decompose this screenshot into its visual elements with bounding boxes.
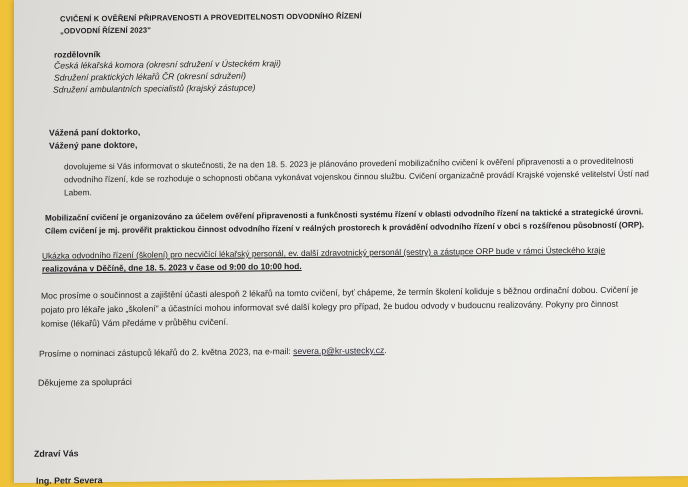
- distribution-item: Sdružení praktických lékařů ČR (okresní sdružení): [54, 70, 246, 83]
- document-subtitle: „ODVODNÍ ŘÍZENÍ 2023": [60, 25, 151, 36]
- closing-text: Zdraví Vás: [34, 448, 79, 459]
- letter-page: [14, 0, 688, 486]
- salutation-female: Vážená paní doktorko,: [49, 126, 141, 138]
- paragraph-line: Cílem cvičení je mj. prověřit praktickou činnost odvodního řízení v reálných prostorech k provádění odvodního řízení v obci s rozšířenou působností (ORP).: [45, 220, 645, 236]
- paragraph-line-underlined: Ukázka odvodního řízení (školení) pro necvičící lékařský personál, ev. další zdravotnický personál (sestry) a zástupce ORP bude v rámci Ústeckého kraje: [42, 244, 606, 261]
- nomination-suffix: .: [384, 345, 387, 356]
- distribution-item: Česká lékařská komora (okresní sdružení v Ústeckém kraji): [54, 58, 281, 71]
- paragraph-line-underlined: realizována v Děčíně, dne 18. 5. 2023 v čase od 9:00 do 10:00 hod.: [42, 260, 302, 274]
- paragraph-line: komise (lékařů) Vám předáme v průběhu cvičení.: [41, 316, 229, 329]
- document-title: CVIČENÍ K OVĚŘENÍ PŘIPRAVENOSTI A PROVEDITELNOSTI ODVODNÍHO ŘÍZENÍ: [60, 11, 362, 24]
- salutation-male: Vážený pane doktore,: [49, 139, 138, 151]
- paragraph-line: pojato pro lékaře jako „školení" a účastníci mohou informovat své další kolegy pro případ, že budou odvody v budoucnu realizovány. Pokyny pro činnost: [41, 298, 619, 315]
- paragraph-line: Moc prosíme o součinnost a zajištění účasti alespoň 2 lékařů na tomto cvičení, byť chápeme, že termín školení koliduje s běžnou ordinační dobou. Cvičení je: [41, 284, 638, 301]
- signature-name: Ing. Petr Severa: [36, 475, 103, 486]
- nomination-line: [39, 345, 387, 360]
- distribution-item: Sdružení ambulantních specialistů (krajský zástupce): [53, 82, 256, 95]
- email-link[interactable]: severa.p@kr-ustecky.cz: [293, 345, 385, 357]
- nomination-text: Prosíme o nominaci zástupců lékařů do 2. května 2023, na e-mail:: [39, 346, 294, 359]
- paragraph-line: dovolujeme si Vás informovat o skutečnosti, že na den 18. 5. 2023 je plánováno provedení mobilizačního cvičení k ověření připravenosti a o proveditelnosti: [64, 155, 634, 172]
- paragraph-line: Mobilizační cvičení je organizováno za účelem ověření připravenosti a funkčnosti systému řízení v oblasti odvodního řízení na taktické a strategické úrovni.: [45, 207, 644, 223]
- distribution-label: rozdělovník: [54, 49, 101, 60]
- paragraph-line: odvodního řízení, kde se rozhoduje o schopnosti občana vykonávat vojenskou činnou službu. Cvičení organizačně provádí Krajské vojenské velitelství Ústí nad: [64, 168, 649, 185]
- paragraph-line: Labem.: [64, 187, 92, 198]
- thanks-text: Děkujeme za spolupráci: [38, 376, 132, 388]
